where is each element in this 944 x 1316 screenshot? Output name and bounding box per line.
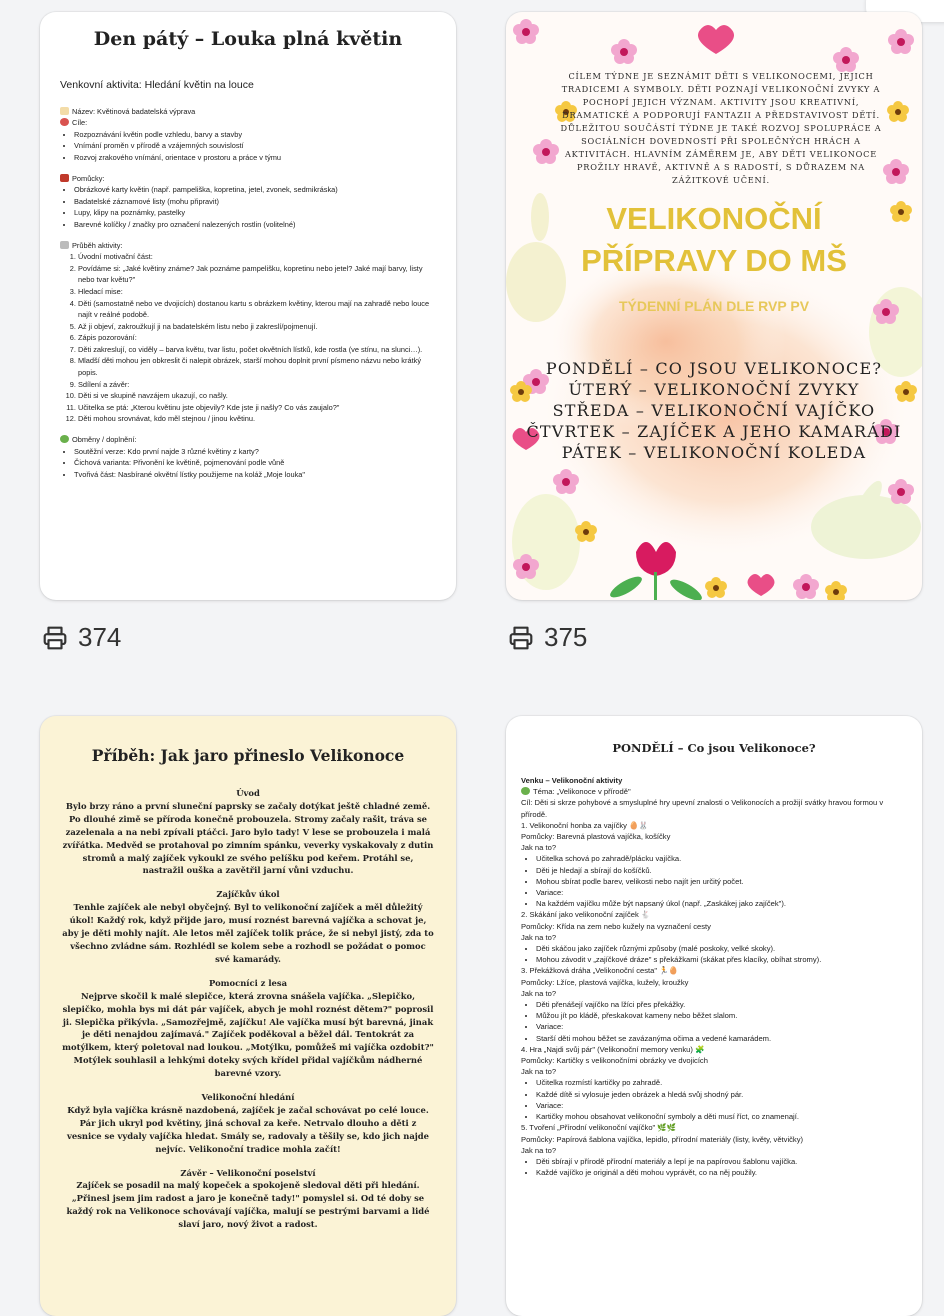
list-item: • Kartičky mohou obsahovat velikonoční symboly a děti musí říct, co znamenají.: [536, 1111, 908, 1122]
activity-how: Jak na to?: [521, 932, 557, 942]
story-paragraph: Tenhle zajíček ale nebyl obyčejný. Byl to velikonoční zajíček a měl důležitý úkol! Každý rok, když přijde jaro, musí roznést barevná vajíčka a schovat je, aby je děti mohly najít. Ale letos měl zajíček tolik práce, že si nebyl jistý, zda to všechno zvládne sám. Rozhlédl se kolem sebe a rozhodl se požádat o pomoc své kamarády.: [62, 902, 434, 964]
print-icon: [508, 625, 534, 651]
activity-how: Jak na to?: [521, 1067, 557, 1077]
story-heading: Závěr – Velikonoční poselství: [180, 1167, 316, 1178]
list-item: 2. Povídáme si: „Jaké květiny známe? Jak poznáme pampelišku, kopretinu nebo jetel? Jaké mají barvy, listy nebo tvar květu?": [78, 263, 438, 286]
day-item: ČTVRTEK – ZAJÍČEK A JEHO KAMARÁDI: [526, 422, 902, 441]
list-item: • Každé dítě si vylosuje jeden obrázek a hledá svůj shodný pár.: [536, 1089, 908, 1100]
list-item: • Mohou sbírat podle barev, velikosti nebo najít jen určitý počet.: [536, 876, 908, 887]
list-item: • Učitelka schová po zahradě/plácku vajíčka.: [536, 853, 908, 864]
goal-line: Cíl: Děti si skrze pohybové a smysluplné hry upevní znalosti o Velikonocích a prožijí svátky hravou formou v přírodě.: [521, 798, 884, 819]
story-heading: Úvod: [236, 788, 260, 798]
steps-list: [60, 251, 438, 425]
list-item: • Vnímání proměn v přírodě a vzájemných souvislostí: [74, 140, 438, 152]
activity-title: 5. Tvoření „Přírodní velikonoční vajíčko" 🌿🌿: [521, 1123, 677, 1133]
worksheet-card-pribeh[interactable]: [40, 716, 456, 1316]
week-goal-intro: CÍLEM TÝDNE JE SEZNÁMIT DĚTI S VELIKONOCEMI, JEJICH TRADICEMI A SYMBOLY. DĚTI POZNAJÍ VELIKONOČNÍ ZVYKY A POCHOPÍ JEJICH VÝZNAM. AKTIVITY JSOU KREATIVNÍ, DRAMATICKÉ A PODPORUJÍ FANTAZII A PŘEDSTAVIVOST DĚTÍ. DŮLEŽITOU SOUČÁSTÍ TÝDNE JE TAKÉ ROZVOJ SPOLUPRÁCE A SOCIÁLNÍCH DOVEDNOSTÍ PŘI SPOLEČNÝCH HRÁCH A AKTIVITÁCH. HLAVNÍM ZÁMĚREM JE, ABY DĚTI VELIKONOCE PROŽILY HRAVĚ, AKTIVNĚ A S RADOSTÍ, S DŮRAZEM NA ZÁŽITKOVÉ UČENÍ.: [560, 71, 882, 185]
activity-title: 4. Hra „Najdi svůj pár" (Velikonoční memory venku) 🧩: [521, 1044, 705, 1054]
list-item: • Badatelské záznamové listy (mohu připravit): [74, 196, 438, 208]
leaf-icon: [521, 787, 530, 795]
list-item: • Variace:: [536, 1100, 908, 1111]
worksheet-card-louka[interactable]: [40, 12, 456, 600]
list-item: • Variace:: [536, 887, 908, 898]
day-item: STŘEDA – VELIKONOČNÍ VAJÍČKO: [552, 401, 876, 420]
week-days-list: [506, 358, 922, 463]
tools-list: [60, 184, 438, 230]
activity-title: 3. Překážková dráha „Velikonoční cesta" 🏃🥚: [521, 966, 679, 976]
activity-how: Jak na to?: [521, 843, 557, 853]
variants-heading: Obměny / doplnění:: [60, 434, 438, 446]
card-title: Příběh: Jak jaro přineslo Velikonoce: [91, 746, 405, 765]
print-count: [42, 622, 121, 653]
activity-tools: Pomůcky: Barevná plastová vajíčka, košíčky: [521, 832, 671, 842]
activity-tools: Pomůcky: Papírová šablona vajíčka, lepidlo, přírodní materiály (listy, květy, větvičky): [521, 1134, 804, 1144]
activity-list: [521, 999, 908, 1044]
story-paragraph: Zajíček se posadil na malý kopeček a spokojeně sledoval děti při hledání. „Přinesl jsem jim radost a jaro je konečně tady!" pomyslel si. Od té doby se každý rok na Velikonoce schovávají vajíčka, malují se pestrými barvami a lidé slaví jaro, nový život a radost.: [66, 1180, 430, 1230]
list-item: 11. Učitelka se ptá: „Kterou květinu jste objevily? Kde jste ji našly? Co vás zaujalo?": [78, 402, 438, 414]
list-item: 5. Až ji objeví, zakroužkují ji na badatelském listu nebo ji zakreslí/pojmenují.: [78, 321, 438, 333]
activity-list: [521, 943, 908, 965]
activity-title: 1. Velikonoční honba za vajíčky 🥚🐰: [521, 820, 648, 830]
tools-heading: Pomůcky:: [60, 173, 438, 185]
card-title: PONDĚLÍ – Co jsou Velikonoce?: [612, 741, 816, 755]
list-item: • Variace:: [536, 1021, 908, 1032]
list-item: • Lupy, klipy na poznámky, pastelky: [74, 207, 438, 219]
activity-tools: Pomůcky: Křída na zem nebo kužely na vyznačení cesty: [521, 921, 711, 931]
day-item: PÁTEK – VELIKONOČNÍ KOLEDA: [561, 443, 867, 462]
poster-subtitle: TÝDENNÍ PLÁN DLE RVP PV: [618, 298, 810, 314]
list-item: • Děti přenášejí vajíčko na lžíci přes překážky.: [536, 999, 908, 1010]
list-item: 9. Sdílení a závěr:: [78, 379, 438, 391]
print-icon: [42, 625, 68, 651]
poster-title-line: VELIKONOČNÍ: [606, 201, 822, 236]
poster-title: [506, 198, 922, 282]
activity-title: 2. Skákání jako velikonoční zajíček 🐇: [521, 910, 651, 920]
steps-heading: Průběh aktivity:: [60, 240, 438, 252]
list-item: • Čichová varianta: Přivonění ke květině, pojmenování podle vůně: [74, 457, 438, 469]
list-item: • Tvořivá část: Nasbírané okvětní lístky použijeme na koláž „Moje louka": [74, 469, 438, 481]
activity-how: Jak na to?: [521, 1145, 557, 1155]
target-icon: [60, 118, 69, 126]
poster-title-line: PŘÍPRAVY DO MŠ: [581, 243, 847, 278]
day-item: ÚTERÝ – VELIKONOČNÍ ZVYKY: [568, 380, 860, 399]
print-count-value: 375: [544, 622, 588, 652]
list-item: 12. Děti mohou srovnávat, kdo měl stejnou / jinou květinu.: [78, 413, 438, 425]
activity-tools: Pomůcky: Lžíce, plastová vajíčka, kužely, kroužky: [521, 977, 689, 987]
list-item: • Na každém vajíčku může být napsaný úkol (např. „Zaskákej jako zajíček").: [536, 898, 908, 909]
worksheet-card-velikonocni-pripravy[interactable]: [506, 12, 922, 600]
list-item: 7. Děti zakreslují, co viděly – barva květu, tvar listu, počet okvětních lístků, kde rostla (ve stínu, na slunci…).: [78, 344, 438, 356]
list-item: • Učitelka rozmístí kartičky po zahradě.: [536, 1077, 908, 1088]
story-paragraph: Bylo brzy ráno a první sluneční paprsky se začaly dotýkat ještě chladné země. Po dlouhé zimě se příroda konečně probouzela. Stromy začaly rašit, tráva se zazelenala a na nebi zpívali ptáčci. Jaro bylo tady! V lese se probouzela i malá zvířátka. Medvěd se protahoval po zimním spánku, veverky vyskakovaly z dutin stromů a malý zajíček vykoukl ze svého pelíšku pod keřem. Protáhl se, nastražil ouška a zavětřil jarní vůni vzduchu.: [62, 800, 434, 876]
print-count-value: 374: [78, 622, 122, 652]
backpack-icon: [60, 174, 69, 182]
list-item: 3. Hledací mise:: [78, 286, 438, 298]
list-item: • Barevné kolíčky / značky pro označení nalezených rostlin (volitelné): [74, 219, 438, 231]
theme-line: Téma: „Velikonoce v přírodě": [521, 786, 908, 797]
list-item: • Každé vajíčko je originál a děti mohou vyprávět, co na něj použily.: [536, 1167, 908, 1178]
section-heading: Venku – Velikonoční aktivity: [521, 776, 623, 785]
story-paragraph: Nejprve skočil k malé slepičce, která zrovna snášela vajíčka. „Slepičko, slepičko, mohla bys mi dát pár vajíček, abych je mohl roznést dětem?" poprosil ji. Slepička přikývla. „Samozřejmě, zajíčku! Ale vajíčka musí být barevná, jinak je děti nenajdou zajímavá." Zajíček poděkoval a běžel dál. Tentokrát za motýlkem, který poletoval nad loukou. „Motýlku, pomůžeš mi vajíčka ozdobit?" Motýlek souhlasil a lehkými doteky svých křídel přidal vajíčkům nádherné barevné vzory.: [62, 990, 434, 1079]
story-heading: Velikonoční hledání: [201, 1092, 295, 1103]
activity-list: [521, 853, 908, 909]
list-item: • Děti skáčou jako zajíček různými způsoby (malé poskoky, velké skoky).: [536, 943, 908, 954]
worksheet-card-pondeli[interactable]: [506, 716, 922, 1316]
list-item: • Rozvoj zrakového vnímání, orientace v prostoru a práce v týmu: [74, 152, 438, 164]
list-item: • Soutěžní verze: Kdo první najde 3 různé květiny z karty?: [74, 446, 438, 458]
list-item: 4. Děti (samostatně nebo ve dvojicích) dostanou kartu s obrázkem květiny, kterou mají na zahradě nebo louce najít v reálné podobě.: [78, 298, 438, 321]
list-item: • Rozpoznávání květin podle vzhledu, barvy a stavby: [74, 129, 438, 141]
notebook-icon: [60, 241, 69, 249]
list-item: 10. Děti si ve skupině navzájem ukazují, co našly.: [78, 390, 438, 402]
activity-tools: Pomůcky: Kartičky s velikonočními obrázky ve dvojicích: [521, 1056, 708, 1066]
list-item: 8. Mladší děti mohou jen obkreslit či nalepit obrázek, starší mohou doplnit první písmeno názvu nebo krátký popis.: [78, 355, 438, 378]
list-item: 6. Zápis pozorování:: [78, 332, 438, 344]
activity-list: [521, 1156, 908, 1178]
goals-list: [60, 129, 438, 164]
card-title: Den pátý – Louka plná květin: [93, 28, 403, 50]
print-count: [508, 622, 587, 653]
list-item: • Můžou jít po kládě, přeskakovat kameny nebo běžet slalom.: [536, 1010, 908, 1021]
goals-heading: Cíle:: [60, 117, 438, 129]
list-item: • Děti je hledají a sbírají do košíčků.: [536, 865, 908, 876]
story-heading: Pomocníci z lesa: [209, 977, 287, 988]
activity-list: [521, 1077, 908, 1122]
list-item: • Mohou závodit v „zajíčkové dráze" s překážkami (skákat přes klacíky, obíhat stromy).: [536, 954, 908, 965]
story-heading: Zajíčkův úkol: [216, 889, 280, 900]
story-paragraph: Když byla vajíčka krásně nazdobená, zajíček je začal schovávat po celé louce. Pár jich ukryl pod květiny, jiná schoval za keře. Netrvalo dlouho a děti z vesnice se vydaly vajíčka hledat. Smály se, radovaly a těšily se, kdo jich najde nejvíc. Velikonoční tradice mohla začít!: [67, 1104, 429, 1154]
seedling-icon: [60, 435, 69, 443]
scroll-icon: [60, 107, 69, 115]
activity-how: Jak na to?: [521, 988, 557, 998]
day-item: PONDĚLÍ – CO JSOU VELIKONOCE?: [545, 359, 883, 378]
list-item: • Obrázkové karty květin (např. pampeliška, kopretina, jetel, zvonek, sedmikráska): [74, 184, 438, 196]
list-item: 1. Úvodní motivační část:: [78, 251, 438, 263]
list-item: • Děti sbírají v přírodě přírodní materiály a lepí je na papírovou šablonu vajíčka.: [536, 1156, 908, 1167]
variants-list: [60, 446, 438, 481]
card-subtitle: Venkovní aktivita: Hledání květin na louce: [60, 79, 254, 91]
name-line: Název: Květinová badatelská výprava: [60, 106, 438, 118]
list-item: • Starší děti mohou běžet se zavázanýma očima a vedené kamarádem.: [536, 1033, 908, 1044]
